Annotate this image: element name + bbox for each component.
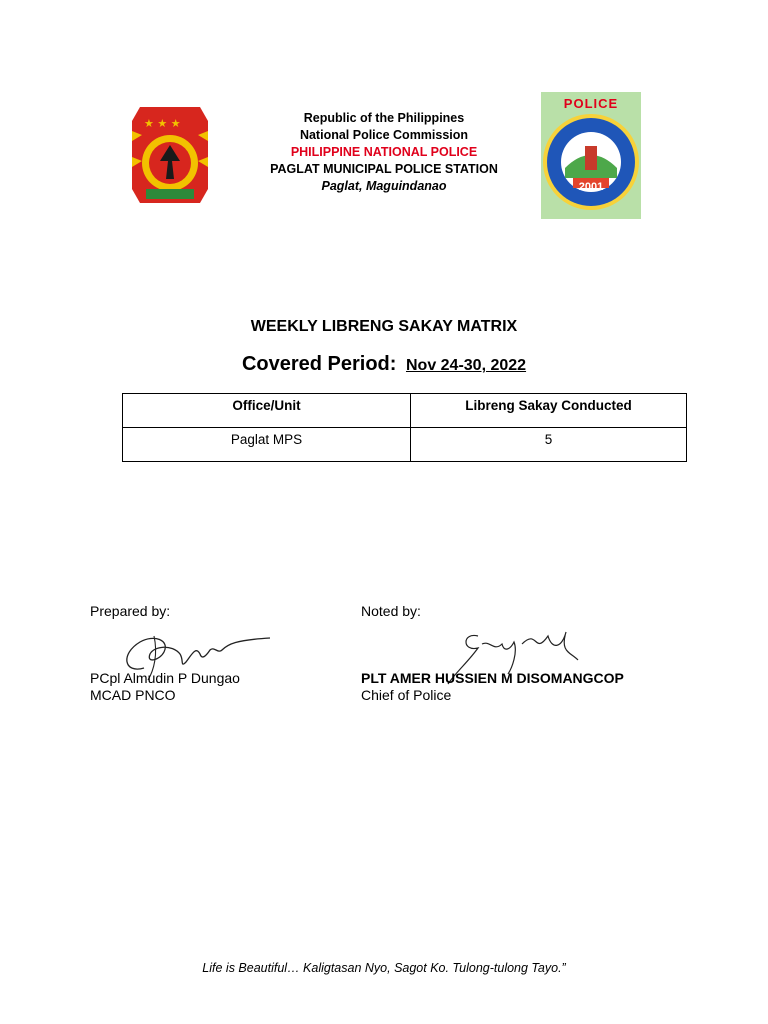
libreng-sakay-table — [122, 393, 687, 462]
header-location: Paglat, Maguindanao — [321, 179, 447, 193]
header-napolcom: National Police Commission — [299, 128, 469, 142]
column-header-office-unit: Office/Unit — [123, 394, 411, 428]
prepared-by-position: MCAD PNCO — [90, 687, 176, 703]
covered-period-value: Nov 24-30, 2022 — [405, 357, 527, 374]
header-station: PAGLAT MUNICIPAL POLICE STATION — [270, 162, 498, 176]
station-seal-top-text: POLICE — [563, 96, 619, 111]
paglat-municipal-police-station-seal-icon — [541, 92, 641, 219]
cell-office-unit: Paglat MPS — [123, 428, 411, 462]
covered-period — [0, 353, 768, 376]
footer-motto: Life is Beautiful… Kaligtasan Nyo, Sagot Ko. Tulong-tulong Tayo.” — [202, 961, 566, 975]
header-pnp: PHILIPPINE NATIONAL POLICE — [290, 145, 478, 159]
svg-text:★ ★ ★: ★ ★ ★ — [144, 117, 181, 130]
noted-by-name: PLT AMER HUSSIEN M DISOMANGCOP — [361, 670, 624, 686]
noted-by-position: Chief of Police — [361, 687, 452, 703]
column-header-libreng-sakay-conducted: Libreng Sakay Conducted — [411, 394, 687, 428]
station-seal-year: 2001 — [578, 181, 604, 193]
prepared-by-name: PCpl Almudin P Dungao — [90, 670, 240, 686]
noted-by-label: Noted by: — [361, 603, 421, 619]
covered-period-label: Covered Period: — [241, 353, 397, 375]
prepared-by-label: Prepared by: — [90, 603, 171, 619]
table-row — [123, 428, 687, 462]
table-header-row — [123, 394, 687, 428]
document-title: WEEKLY LIBRENG SAKAY MATRIX — [250, 318, 518, 335]
cell-libreng-sakay-count: 5 — [411, 428, 687, 462]
header-republic: Republic of the Philippines — [303, 111, 465, 125]
